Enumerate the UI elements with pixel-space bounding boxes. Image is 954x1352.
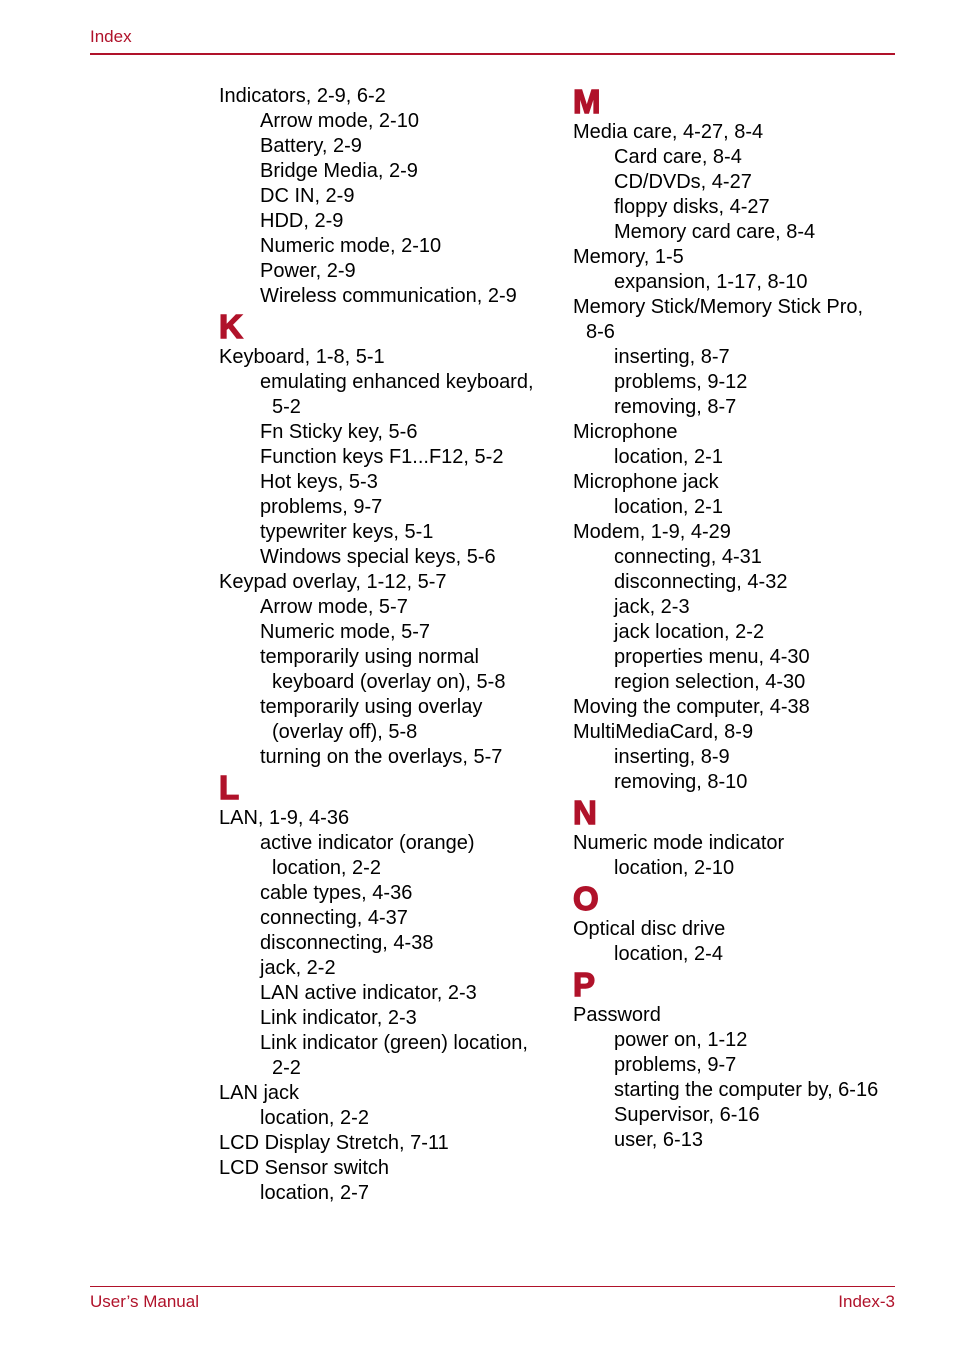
index-entry: Modem, 1-9, 4-29 [573,521,731,543]
index-subentry: user, 6-13 [614,1129,703,1151]
index-subentry: turning on the overlays, 5-7 [260,746,503,768]
index-column-right [573,84,903,1153]
footer-page-number: Index-3 [838,1292,895,1311]
index-subentry: location, 2-2 [260,1107,369,1129]
index-subentry: Power, 2-9 [260,260,356,282]
index-entry: Password [573,1004,661,1026]
index-section-letter: L [219,769,241,806]
index-entry: LCD Sensor switch [219,1157,390,1179]
index-subentry: HDD, 2-9 [260,210,344,232]
index-subentry: problems, 9-12 [614,371,748,393]
index-subentry: DC IN, 2-9 [260,185,355,207]
index-entry: Keyboard, 1-8, 5-1 [219,346,385,368]
index-entry: Microphone [573,421,678,443]
index-subentry: temporarily using normal [260,646,479,668]
index-subentry: Link indicator, 2-3 [260,1007,417,1029]
index-subentry: location, 2-7 [260,1182,369,1204]
index-subentry: Arrow mode, 5-7 [260,596,408,618]
index-subentry: location, 2-2 [272,857,381,879]
index-subentry: jack, 2-2 [260,957,336,979]
index-subentry: Numeric mode, 5-7 [260,621,431,643]
index-subentry: active indicator (orange) [260,832,475,854]
index-subentry: Link indicator (green) location, [260,1032,528,1054]
index-subentry: removing, 8-7 [614,396,737,418]
index-section-letter: K [219,308,244,345]
index-subentry: (overlay off), 5-8 [272,721,418,743]
index-section-letter: O [573,880,600,917]
index-subentry: CD/DVDs, 4-27 [614,171,752,193]
index-subentry: inserting, 8-9 [614,746,730,768]
index-subentry: problems, 9-7 [614,1054,737,1076]
index-entry: Memory, 1-5 [573,246,684,268]
index-subentry: Card care, 8-4 [614,146,742,168]
index-entry: LAN jack [219,1082,300,1104]
index-entry: Moving the computer, 4-38 [573,696,810,718]
index-subentry: temporarily using overlay [260,696,483,718]
index-subentry: location, 2-1 [614,446,723,468]
index-subentry: Bridge Media, 2-9 [260,160,418,182]
index-subentry: Battery, 2-9 [260,135,362,157]
index-subentry: connecting, 4-37 [260,907,408,929]
index-subentry: Hot keys, 5-3 [260,471,378,493]
index-subentry: cable types, 4-36 [260,882,413,904]
index-subentry: typewriter keys, 5-1 [260,521,434,543]
index-section-letter: M [573,83,602,120]
index-subentry: Supervisor, 6-16 [614,1104,760,1126]
index-subentry: Fn Sticky key, 5-6 [260,421,418,443]
index-subentry: starting the computer by, 6-16 [614,1079,879,1101]
index-subentry: inserting, 8-7 [614,346,730,368]
index-subentry: 5-2 [272,396,301,418]
index-subentry: disconnecting, 4-38 [260,932,434,954]
index-section-letter: N [573,794,598,831]
index-entry: Keypad overlay, 1-12, 5-7 [219,571,447,593]
index-column-left [219,84,549,1206]
index-subentry: location, 2-10 [614,857,735,879]
index-section-letter: P [573,966,597,1003]
index-subentry: jack location, 2-2 [614,621,765,643]
index-subentry: region selection, 4-30 [614,671,806,693]
index-entry: Indicators, 2-9, 6-2 [219,85,386,107]
index-subentry: power on, 1-12 [614,1029,748,1051]
index-subentry: keyboard (overlay on), 5-8 [272,671,506,693]
index-entry: Numeric mode indicator [573,832,785,854]
index-subentry: floppy disks, 4-27 [614,196,770,218]
index-subentry: 2-2 [272,1057,301,1079]
index-subentry: properties menu, 4-30 [614,646,810,668]
index-subentry: Wireless communication, 2-9 [260,285,517,307]
index-subentry: 8-6 [586,321,615,343]
index-subentry: Arrow mode, 2-10 [260,110,419,132]
index-subentry: Windows special keys, 5-6 [260,546,496,568]
index-subentry: disconnecting, 4-32 [614,571,788,593]
index-entry: Media care, 4-27, 8-4 [573,121,764,143]
page-header-title: Index [90,27,132,46]
index-subentry: problems, 9-7 [260,496,383,518]
index-subentry: LAN active indicator, 2-3 [260,982,477,1004]
index-subentry: jack, 2-3 [614,596,690,618]
index-subentry: location, 2-1 [614,496,723,518]
header-rule [90,53,895,55]
index-subentry: Function keys F1...F12, 5-2 [260,446,504,468]
index-subentry: location, 2-4 [614,943,723,965]
footer-manual-title: User’s Manual [90,1292,199,1311]
index-entry: LAN, 1-9, 4-36 [219,807,350,829]
index-entry: MultiMediaCard, 8-9 [573,721,754,743]
index-entry: Memory Stick/Memory Stick Pro, [573,296,864,318]
index-entry: LCD Display Stretch, 7-11 [219,1132,449,1154]
index-subentry: Numeric mode, 2-10 [260,235,442,257]
index-subentry: removing, 8-10 [614,771,748,793]
index-subentry: expansion, 1-17, 8-10 [614,271,808,293]
index-subentry: emulating enhanced keyboard, [260,371,534,393]
index-subentry: connecting, 4-31 [614,546,762,568]
index-subentry: Memory card care, 8-4 [614,221,816,243]
index-entry: Microphone jack [573,471,719,493]
index-entry: Optical disc drive [573,918,726,940]
footer-rule [90,1286,895,1287]
